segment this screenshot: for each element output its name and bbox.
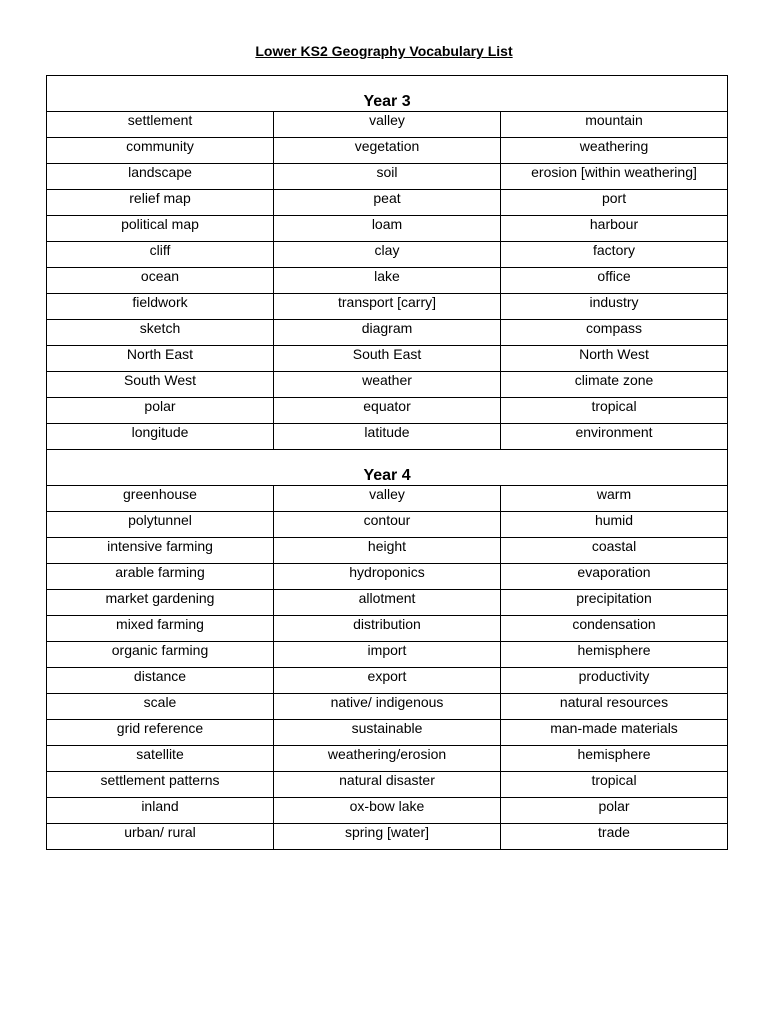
table-row (47, 398, 728, 424)
vocab-cell: distribution (274, 616, 501, 642)
vocab-cell: humid (501, 512, 728, 538)
vocab-cell: community (47, 138, 274, 164)
vocab-cell: South East (274, 346, 501, 372)
vocab-cell: office (501, 268, 728, 294)
vocab-cell: productivity (501, 668, 728, 694)
vocab-cell: soil (274, 164, 501, 190)
vocab-cell: mixed farming (47, 616, 274, 642)
table-row (47, 824, 728, 850)
vocab-cell: landscape (47, 164, 274, 190)
vocabulary-table-body (47, 76, 728, 850)
vocab-cell: market gardening (47, 590, 274, 616)
table-row (47, 512, 728, 538)
year-heading-row (47, 76, 728, 112)
vocab-cell: export (274, 668, 501, 694)
vocab-cell: harbour (501, 216, 728, 242)
vocab-cell: erosion [within weathering] (501, 164, 728, 190)
table-row (47, 164, 728, 190)
vocab-cell: hemisphere (501, 746, 728, 772)
vocab-cell: tropical (501, 772, 728, 798)
vocab-cell: relief map (47, 190, 274, 216)
vocab-cell: hydroponics (274, 564, 501, 590)
vocab-cell: ox-bow lake (274, 798, 501, 824)
vocab-cell: arable farming (47, 564, 274, 590)
vocab-cell: North West (501, 346, 728, 372)
vocab-cell: weathering/erosion (274, 746, 501, 772)
vocab-cell: mountain (501, 112, 728, 138)
table-row (47, 268, 728, 294)
vocab-cell: spring [water] (274, 824, 501, 850)
table-row (47, 424, 728, 450)
year-heading: Year 4 (47, 450, 728, 486)
table-row (47, 112, 728, 138)
vocab-cell: scale (47, 694, 274, 720)
year-heading-row (47, 450, 728, 486)
vocab-cell: South West (47, 372, 274, 398)
vocab-cell: settlement (47, 112, 274, 138)
vocab-cell: longitude (47, 424, 274, 450)
vocab-cell: latitude (274, 424, 501, 450)
vocab-cell: clay (274, 242, 501, 268)
vocab-cell: diagram (274, 320, 501, 346)
vocab-cell: compass (501, 320, 728, 346)
vocab-cell: man-made materials (501, 720, 728, 746)
table-row (47, 242, 728, 268)
vocab-cell: peat (274, 190, 501, 216)
vocab-cell: valley (274, 486, 501, 512)
vocab-cell: valley (274, 112, 501, 138)
vocab-cell: equator (274, 398, 501, 424)
vocab-cell: inland (47, 798, 274, 824)
vocab-cell: coastal (501, 538, 728, 564)
vocab-cell: polar (47, 398, 274, 424)
table-row (47, 694, 728, 720)
vocab-cell: intensive farming (47, 538, 274, 564)
vocab-cell: contour (274, 512, 501, 538)
vocab-cell: evaporation (501, 564, 728, 590)
vocab-cell: height (274, 538, 501, 564)
table-row (47, 372, 728, 398)
vocab-cell: climate zone (501, 372, 728, 398)
table-row (47, 590, 728, 616)
table-row (47, 616, 728, 642)
vocab-cell: tropical (501, 398, 728, 424)
page-title: Lower KS2 Geography Vocabulary List (255, 43, 513, 59)
vocab-cell: settlement patterns (47, 772, 274, 798)
table-row (47, 642, 728, 668)
vocab-cell: weather (274, 372, 501, 398)
vocab-cell: natural disaster (274, 772, 501, 798)
vocab-cell: natural resources (501, 694, 728, 720)
vocab-cell: factory (501, 242, 728, 268)
vocab-cell: polar (501, 798, 728, 824)
table-row (47, 190, 728, 216)
vocab-cell: industry (501, 294, 728, 320)
vocab-cell: weathering (501, 138, 728, 164)
vocab-cell: trade (501, 824, 728, 850)
vocab-cell: polytunnel (47, 512, 274, 538)
vocab-cell: environment (501, 424, 728, 450)
table-row (47, 346, 728, 372)
vocab-cell: ocean (47, 268, 274, 294)
vocab-cell: condensation (501, 616, 728, 642)
table-row (47, 746, 728, 772)
table-row (47, 668, 728, 694)
table-row (47, 772, 728, 798)
vocab-cell: lake (274, 268, 501, 294)
year-heading: Year 3 (47, 76, 728, 112)
vocab-cell: port (501, 190, 728, 216)
vocab-cell: organic farming (47, 642, 274, 668)
vocab-cell: import (274, 642, 501, 668)
vocab-cell: fieldwork (47, 294, 274, 320)
vocab-cell: North East (47, 346, 274, 372)
vocab-cell: loam (274, 216, 501, 242)
table-row (47, 798, 728, 824)
vocab-cell: satellite (47, 746, 274, 772)
vocab-cell: political map (47, 216, 274, 242)
vocab-cell: urban/ rural (47, 824, 274, 850)
vocab-cell: distance (47, 668, 274, 694)
table-row (47, 216, 728, 242)
vocab-cell: precipitation (501, 590, 728, 616)
table-row (47, 564, 728, 590)
table-row (47, 320, 728, 346)
vocab-cell: sustainable (274, 720, 501, 746)
table-row (47, 720, 728, 746)
vocab-cell: greenhouse (47, 486, 274, 512)
vocab-cell: warm (501, 486, 728, 512)
table-row (47, 138, 728, 164)
table-row (47, 486, 728, 512)
vocab-cell: allotment (274, 590, 501, 616)
vocab-cell: vegetation (274, 138, 501, 164)
vocab-cell: transport [carry] (274, 294, 501, 320)
table-row (47, 538, 728, 564)
vocab-cell: native/ indigenous (274, 694, 501, 720)
vocab-cell: cliff (47, 242, 274, 268)
vocabulary-table (46, 75, 728, 850)
vocab-cell: grid reference (47, 720, 274, 746)
table-row (47, 294, 728, 320)
vocab-cell: sketch (47, 320, 274, 346)
vocab-cell: hemisphere (501, 642, 728, 668)
